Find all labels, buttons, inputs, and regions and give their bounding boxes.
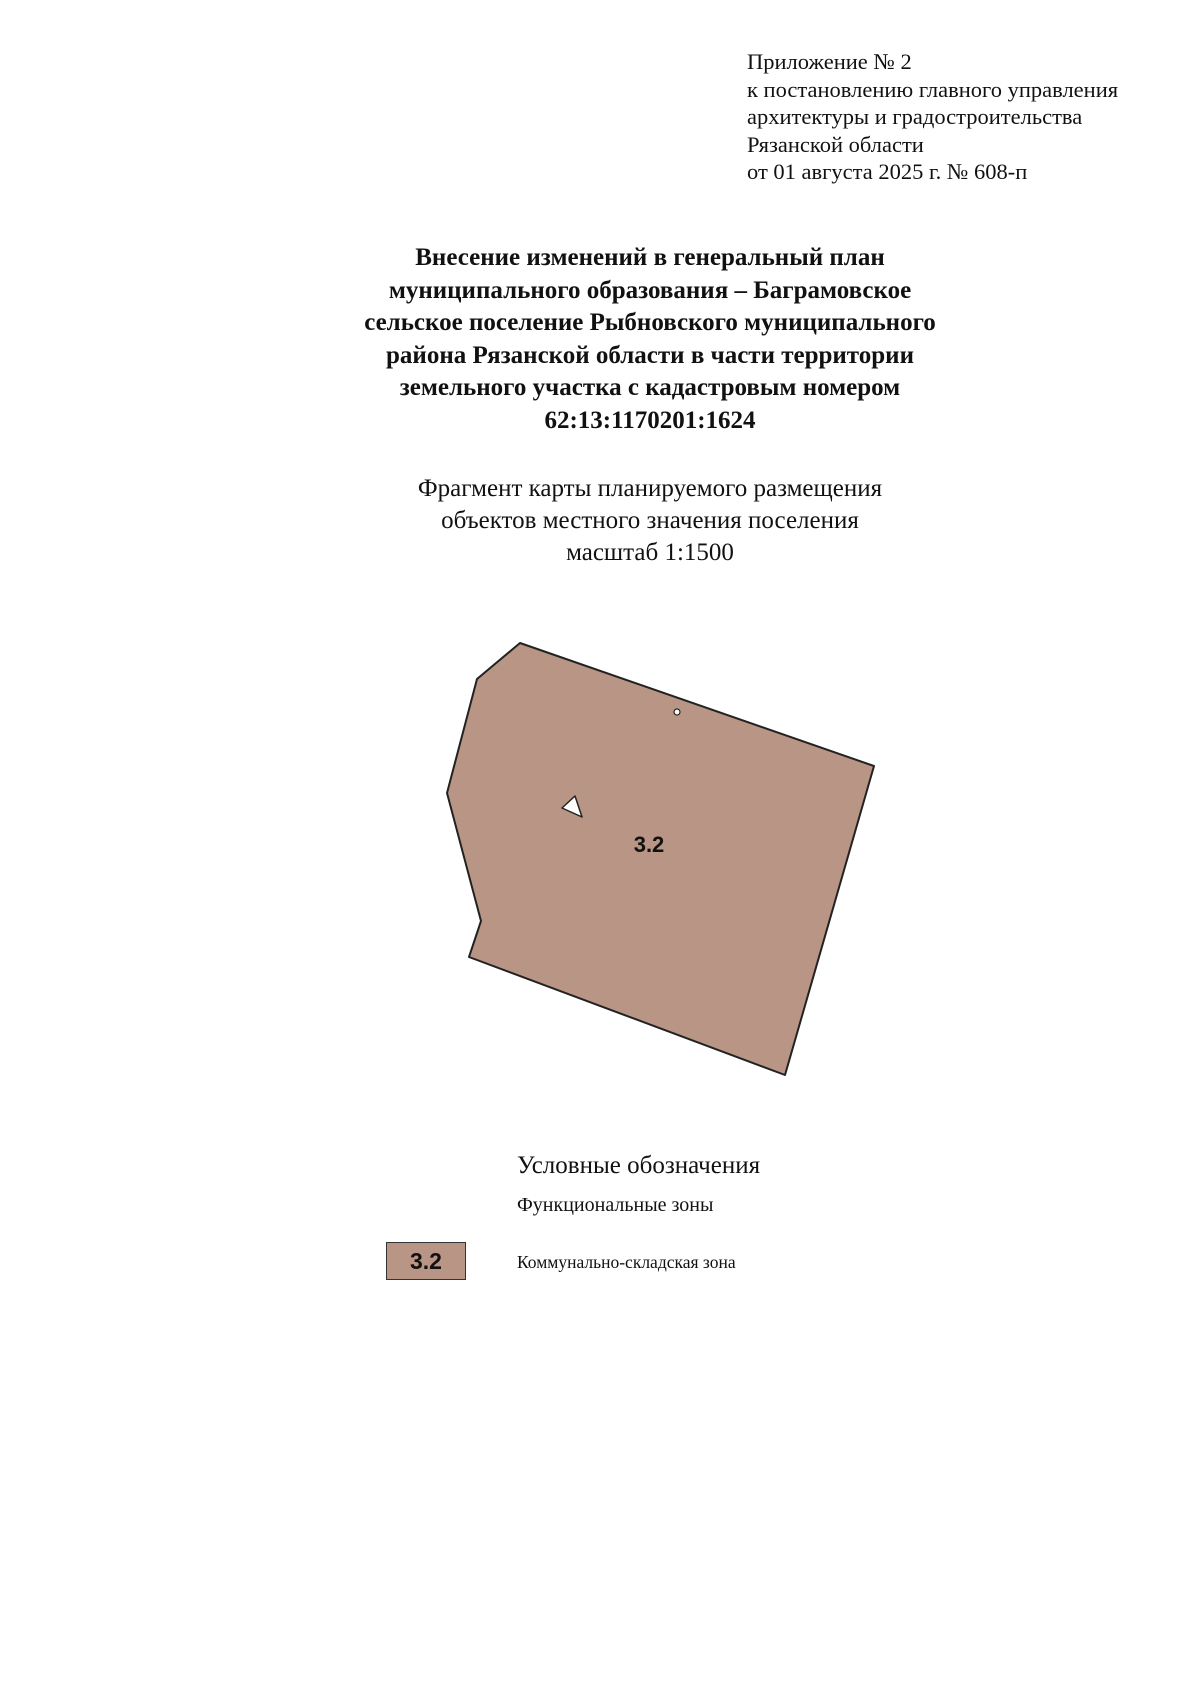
appendix-line: от 01 августа 2025 г. № 608-п xyxy=(747,159,1028,184)
appendix-line: архитектуры и градостроительства xyxy=(747,104,1083,129)
legend-title: Условные обозначения xyxy=(517,1152,761,1179)
appendix-line: Рязанской области xyxy=(747,131,924,157)
title-line: Внесение изменений в генеральный план xyxy=(415,244,885,271)
zone-polygon xyxy=(447,643,874,1075)
subtitle-line: масштаб 1:1500 xyxy=(566,539,734,566)
appendix-line: Приложение № 2 xyxy=(747,49,912,74)
title-line: сельское поселение Рыбновского муниципального xyxy=(364,309,936,336)
subtitle-line: Фрагмент карты планируемого размещения xyxy=(417,475,883,502)
title-line: муниципального образования – Баграмовское xyxy=(388,276,912,304)
title-line: 62:13:1170201:1624 xyxy=(544,406,756,434)
subtitle-line: объектов местного значения поселения xyxy=(441,507,859,534)
zone-label: 3.2 xyxy=(633,832,665,857)
legend-subtitle: Функциональные зоны xyxy=(517,1194,714,1216)
point-marker xyxy=(674,709,680,715)
legend-swatch: 3.2 xyxy=(386,1242,466,1280)
appendix-line: к постановлению главного управления xyxy=(747,76,1119,102)
legend-label: Коммунально-складская зона xyxy=(517,1252,736,1272)
title-line: земельного участка с кадастровым номером xyxy=(399,374,901,401)
title-line: района Рязанской области в части территории xyxy=(386,341,914,369)
